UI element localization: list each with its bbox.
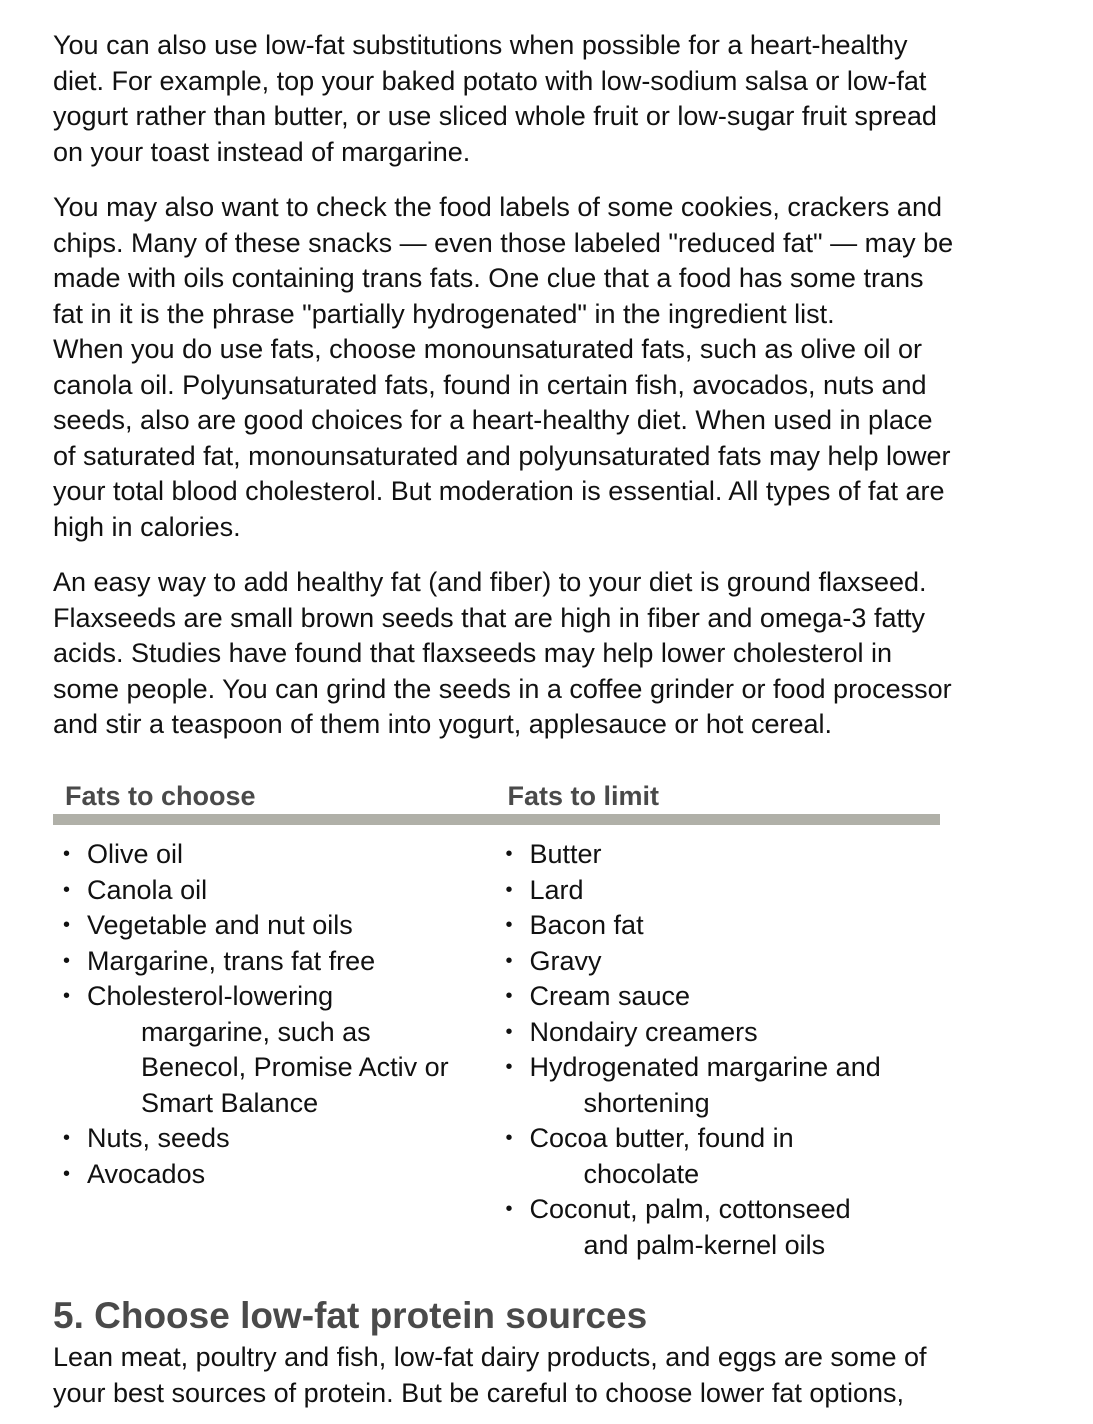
text-line: your best sources of protein. But be careful to choose lower fat options, xyxy=(53,1377,904,1408)
body-text xyxy=(53,28,1053,743)
bullet-icon: • xyxy=(63,985,71,1007)
fats-table xyxy=(53,778,940,1263)
list-item-text: Cocoa butter, found in xyxy=(529,1123,794,1153)
list-item xyxy=(506,873,941,909)
fats-to-limit-list xyxy=(506,837,941,1263)
text-line: canola oil. Polyunsaturated fats, found in certain fish, avocados, nuts and xyxy=(53,369,927,400)
paragraph-monounsaturated xyxy=(53,332,1053,545)
text-line: seeds, also are good choices for a heart-healthy diet. When used in place xyxy=(53,405,933,435)
text-line: yogurt rather than butter, or use sliced whole fruit or low-sugar fruit spread xyxy=(53,101,937,131)
bullet-icon: • xyxy=(505,949,513,972)
list-item-text: Margarine, trans fat free xyxy=(87,945,376,976)
text-line: and stir a teaspoon of them into yogurt, applesauce or hot cereal. xyxy=(53,709,832,739)
bullet-icon: • xyxy=(63,949,71,972)
fats-table-body xyxy=(53,825,940,1263)
list-item-text: Coconut, palm, cottonseed xyxy=(529,1194,851,1224)
text-line: chips. Many of these snacks — even those labeled "reduced fat" — may be xyxy=(53,227,954,258)
list-item xyxy=(63,1121,497,1157)
list-item-text: Nondairy creamers xyxy=(529,1016,758,1047)
bullet-icon: • xyxy=(505,1198,513,1220)
bullet-icon: • xyxy=(63,878,71,901)
list-item-text: Bacon fat xyxy=(529,910,644,940)
text-line: You can also use low-fat substitutions when possible for a heart-healthy xyxy=(53,30,908,60)
list-item-continuation: Benecol, Promise Activ or xyxy=(141,1052,449,1082)
paragraph-food-labels xyxy=(53,190,1053,332)
column-header-fats-to-limit: Fats to limit xyxy=(507,781,660,811)
text-line: You may also want to check the food labels of some cookies, crackers and xyxy=(53,192,942,222)
list-item-text: Cream sauce xyxy=(529,981,691,1011)
fats-to-limit-column xyxy=(497,837,941,1263)
paragraph-flaxseed xyxy=(53,565,1053,743)
text-line: of saturated fat, monounsaturated and polyunsaturated fats may help lower xyxy=(53,440,951,471)
list-item xyxy=(63,1157,497,1193)
section-heading: 5. Choose low-fat protein sources xyxy=(53,1295,648,1336)
bullet-icon: • xyxy=(505,878,513,901)
list-item xyxy=(63,908,497,944)
text-line: Flaxseeds are small brown seeds that are high in fiber and omega-3 fatty xyxy=(53,602,925,633)
bullet-icon: • xyxy=(63,843,71,865)
paragraph-protein xyxy=(53,1340,926,1411)
list-item xyxy=(506,944,941,980)
bullet-icon: • xyxy=(505,1127,513,1149)
text-line: some people. You can grind the seeds in a coffee grinder or food processor xyxy=(53,673,952,704)
list-item xyxy=(63,979,497,1121)
list-item-continuation: and palm-kernel oils xyxy=(583,1229,826,1260)
bullet-icon: • xyxy=(505,914,513,936)
text-line: fat in it is the phrase "partially hydrogenated" in the ingredient list. xyxy=(53,298,835,329)
list-item xyxy=(63,944,497,980)
list-item xyxy=(506,1192,941,1263)
list-item-continuation: Smart Balance xyxy=(141,1087,319,1118)
list-item-continuation: shortening xyxy=(583,1087,710,1118)
bullet-icon: • xyxy=(63,914,71,936)
list-item-text: Hydrogenated margarine and xyxy=(529,1052,881,1082)
list-item-text: Canola oil xyxy=(87,874,208,905)
fats-to-choose-column xyxy=(53,837,497,1263)
list-item xyxy=(63,873,497,909)
list-item xyxy=(63,837,497,873)
column-header-fats-to-choose: Fats to choose xyxy=(65,781,256,811)
list-item-text: Lard xyxy=(529,874,584,905)
text-line: your total blood cholesterol. But moderation is essential. All types of fat are xyxy=(53,476,945,506)
bullet-icon: • xyxy=(63,1127,71,1149)
text-line: acids. Studies have found that flaxseeds may help lower cholesterol in xyxy=(53,638,892,668)
text-line: high in calories. xyxy=(53,511,241,542)
text-line: Lean meat, poultry and fish, low-fat dairy products, and eggs are some of xyxy=(53,1342,927,1372)
bullet-icon: • xyxy=(505,1020,513,1043)
list-item xyxy=(506,1050,941,1121)
list-item-continuation: margarine, such as xyxy=(141,1016,371,1047)
list-item-text: Avocados xyxy=(87,1158,206,1189)
bullet-icon: • xyxy=(505,1056,513,1078)
fats-table-header xyxy=(53,778,940,825)
list-item-text: Cholesterol-lowering xyxy=(87,981,334,1011)
text-line: When you do use fats, choose monounsaturated fats, such as olive oil or xyxy=(53,334,922,364)
text-line: An easy way to add healthy fat (and fiber) to your diet is ground flaxseed. xyxy=(53,567,927,597)
paragraph-substitutions xyxy=(53,28,1053,170)
list-item xyxy=(506,1015,941,1051)
bullet-icon: • xyxy=(505,985,513,1007)
list-item-text: Olive oil xyxy=(87,839,184,869)
list-item-continuation: chocolate xyxy=(583,1158,700,1189)
list-item xyxy=(506,908,941,944)
list-item-text: Butter xyxy=(529,839,602,869)
text-line: made with oils containing trans fats. One clue that a food has some trans xyxy=(53,263,924,293)
bullet-icon: • xyxy=(63,1162,71,1185)
fats-to-choose-list xyxy=(63,837,497,1192)
list-item xyxy=(506,837,941,873)
text-line: diet. For example, top your baked potato with low-sodium salsa or low-fat xyxy=(53,65,927,96)
list-item xyxy=(506,979,941,1015)
list-item-text: Gravy xyxy=(529,945,602,976)
list-item xyxy=(506,1121,941,1192)
list-item-text: Nuts, seeds xyxy=(87,1123,230,1153)
list-item-text: Vegetable and nut oils xyxy=(87,910,353,940)
bullet-icon: • xyxy=(505,843,513,865)
text-line: on your toast instead of margarine. xyxy=(53,136,471,167)
